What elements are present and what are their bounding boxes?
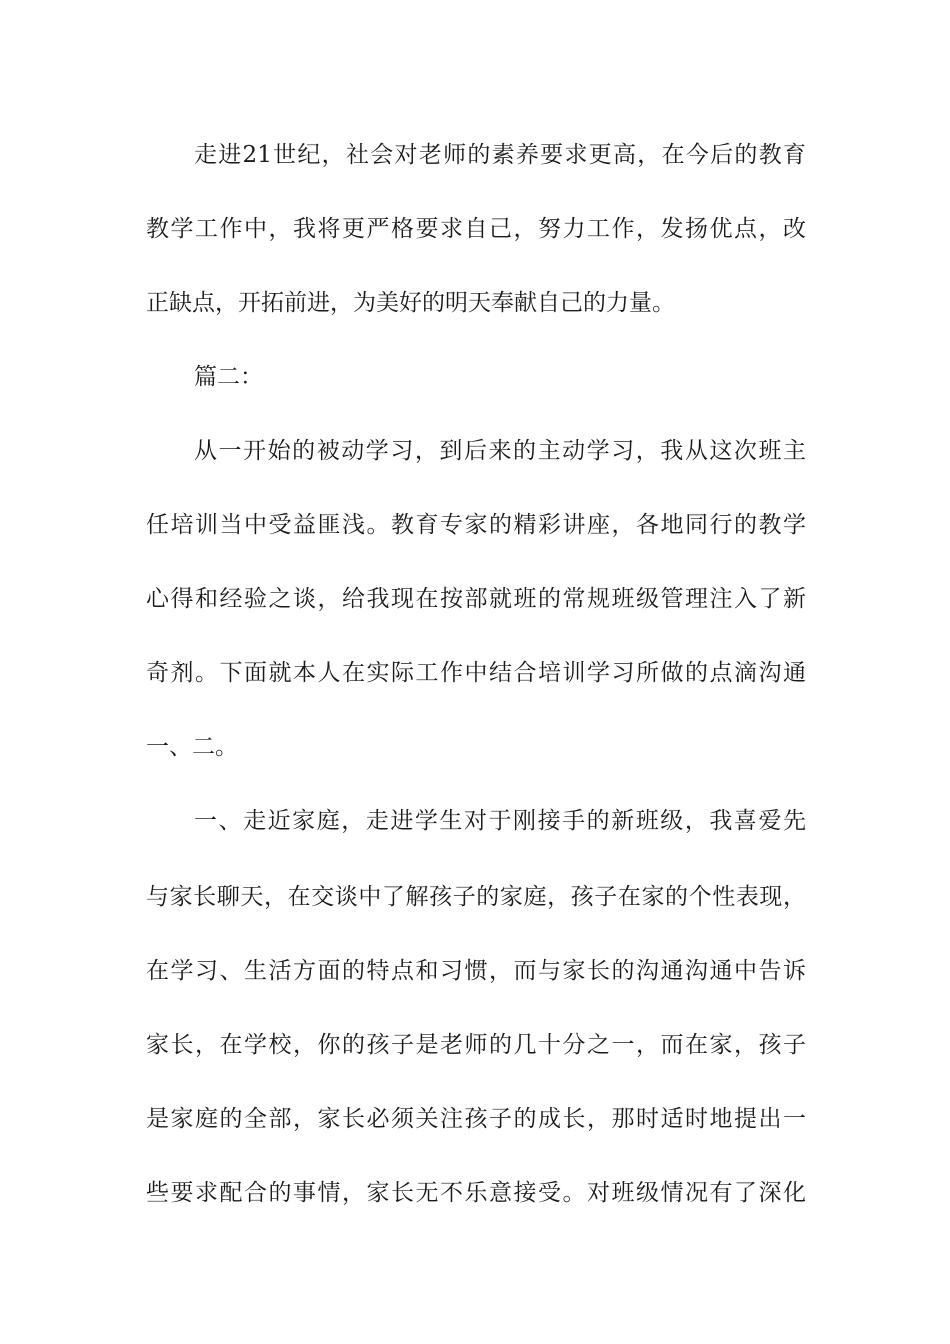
- text-line: 奇剂。下面就本人在实际工作中结合培训学习所做的点滴沟通: [146, 660, 806, 686]
- text-line: 一、走近家庭，走进学生对于刚接手的新班级，我喜爱先: [194, 808, 806, 834]
- text-line: 些要求配合的事情，家长无不乐意接受。对班级情况有了深化: [146, 1180, 806, 1206]
- section-heading: 篇二：: [194, 364, 263, 390]
- text-line: 在学习、生活方面的特点和习惯，而与家长的沟通沟通中告诉: [146, 958, 806, 984]
- text-line: 正缺点，开拓前进，为美好的明天奉献自己的力量。: [146, 290, 675, 316]
- text-line: 从一开始的被动学习，到后来的主动学习，我从这次班主: [194, 438, 806, 464]
- text-line: 家长，在学校，你的孩子是老师的几十分之一，而在家，孩子: [146, 1032, 806, 1058]
- text-line: 心得和经验之谈，给我现在按部就班的常规班级管理注入了新: [146, 586, 806, 612]
- text-line: 是家庭的全部，家长必须关注孩子的成长，那时适时地提出一: [146, 1106, 806, 1132]
- text-line: 任培训当中受益匪浅。教育专家的精彩讲座，各地同行的教学: [146, 512, 806, 538]
- text-line: 教学工作中，我将更严格要求自己，努力工作，发扬优点，改: [146, 216, 806, 242]
- text-line: 一、二。: [146, 734, 238, 760]
- text-line: 与家长聊天，在交谈中了解孩子的家庭，孩子在家的个性表现，: [146, 884, 806, 910]
- text-line: 走进21世纪，社会对老师的素养要求更高，在今后的教育: [194, 142, 806, 168]
